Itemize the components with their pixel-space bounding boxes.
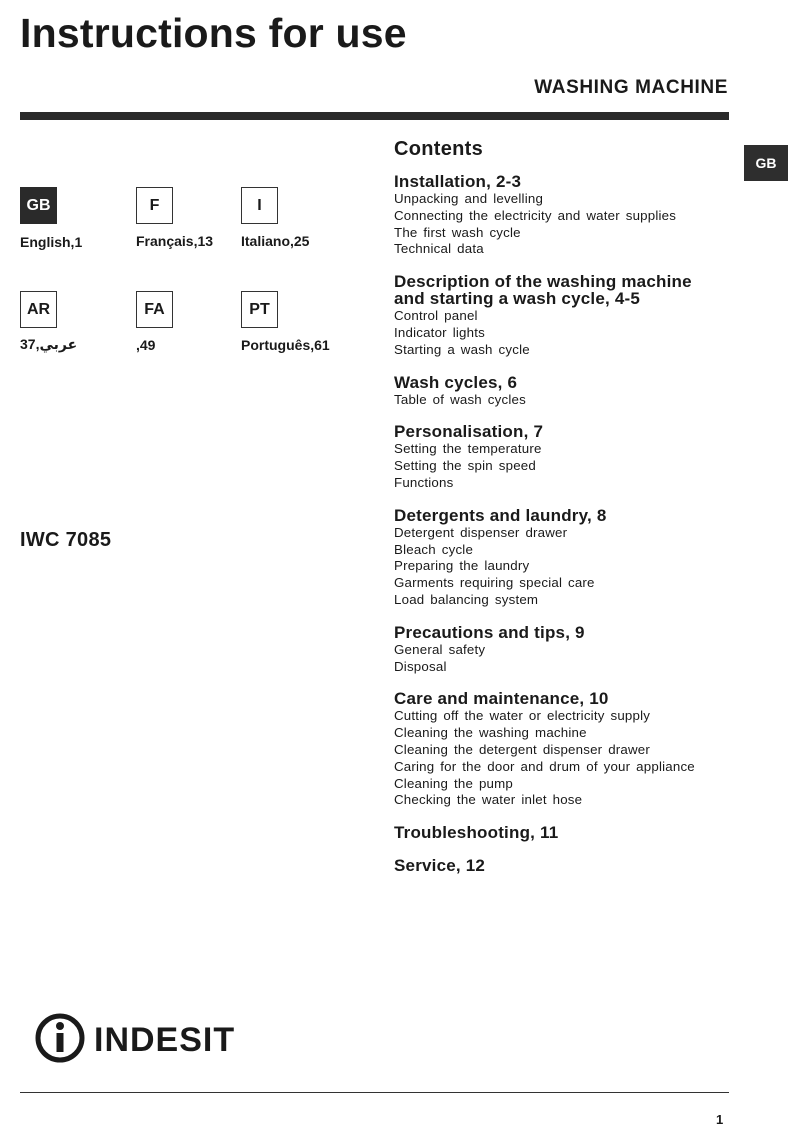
toc-section: [394, 824, 734, 841]
toc-item: General safety: [394, 641, 486, 657]
table-of-contents: [394, 138, 734, 890]
toc-section-title: Personalisation, 7: [394, 422, 544, 442]
toc-item: Setting the temperature: [394, 441, 542, 457]
language-code-gb: GB: [20, 187, 57, 224]
toc-section: [394, 173, 734, 258]
language-label-pt: Português,61: [241, 337, 330, 353]
language-side-tab: GB: [744, 145, 788, 181]
toc-section-title: Installation, 2-3: [394, 172, 522, 191]
toc-item: Connecting the electricity and water supplies: [394, 207, 677, 223]
toc-item: Garments requiring special care: [394, 575, 595, 591]
indesit-logo-icon: [34, 1012, 86, 1069]
toc-item: Setting the spin speed: [394, 458, 536, 474]
language-code-fa: FA: [136, 291, 173, 328]
toc-item: Cleaning the washing machine: [394, 725, 587, 741]
toc-item: Control panel: [394, 308, 478, 324]
toc-section-title: Service, 12: [394, 856, 486, 876]
brand-name: INDESIT: [94, 1021, 236, 1059]
toc-item: Indicator lights: [394, 324, 485, 340]
toc-section-title: Wash cycles, 6: [394, 372, 518, 392]
language-label-i: Italiano,25: [241, 233, 310, 249]
toc-section: [394, 690, 734, 809]
toc-section-title: Precautions and tips, 9: [394, 622, 585, 642]
toc-section-title: Care and maintenance, 10: [394, 689, 609, 709]
toc-section: [394, 507, 734, 609]
toc-item: Unpacking and levelling: [394, 191, 544, 206]
language-code-f: F: [136, 187, 173, 224]
language-label-fa: ,49: [136, 337, 156, 353]
page-subtitle: WASHING MACHINE: [534, 77, 728, 98]
language-label-ar: عربي,37: [20, 336, 78, 352]
toc-item: Cleaning the pump: [394, 775, 514, 791]
toc-item: Functions: [394, 474, 454, 490]
toc-item: Technical data: [394, 241, 484, 257]
toc-item: Disposal: [394, 658, 447, 674]
toc-item: The first wash cycle: [394, 224, 521, 240]
toc-section-title: Troubleshooting, 11: [394, 823, 559, 843]
toc-item: Bleach cycle: [394, 541, 474, 557]
footer-rule: [20, 1092, 729, 1093]
language-label-gb: English,1: [20, 234, 83, 250]
toc-item: Cutting off the water or electricity supply: [394, 708, 651, 724]
toc-item: Starting a wash cycle: [394, 341, 530, 357]
toc-section: [394, 857, 734, 874]
language-code-pt: PT: [241, 291, 278, 328]
brand-logo: [34, 1012, 235, 1069]
page-number: 1: [716, 1112, 724, 1127]
page-title: Instructions for use: [20, 10, 407, 56]
toc-section: [394, 423, 734, 491]
toc-section-title: Detergents and laundry, 8: [394, 505, 607, 525]
language-label-f: Français,13: [136, 233, 214, 249]
toc-section: [394, 273, 734, 358]
language-code-ar: AR: [20, 291, 57, 328]
header-rule: [20, 112, 729, 120]
toc-item: Preparing the laundry: [394, 558, 530, 574]
contents-title: Contents: [394, 138, 484, 160]
language-code-i: I: [241, 187, 278, 224]
toc-item: Checking the water inlet hose: [394, 792, 583, 808]
model-number: IWC 7085: [20, 529, 112, 551]
toc-section: [394, 624, 734, 676]
toc-item: Load balancing system: [394, 591, 539, 607]
toc-item: Caring for the door and drum of your appliance: [394, 758, 695, 774]
toc-item: Detergent dispenser drawer: [394, 524, 568, 540]
toc-section: [394, 374, 734, 409]
toc-item: Cleaning the detergent dispenser drawer: [394, 741, 651, 757]
toc-item: Table of wash cycles: [394, 391, 526, 407]
toc-section-title: Description of the washing machine and starting a wash cycle, 4-5: [394, 272, 692, 309]
